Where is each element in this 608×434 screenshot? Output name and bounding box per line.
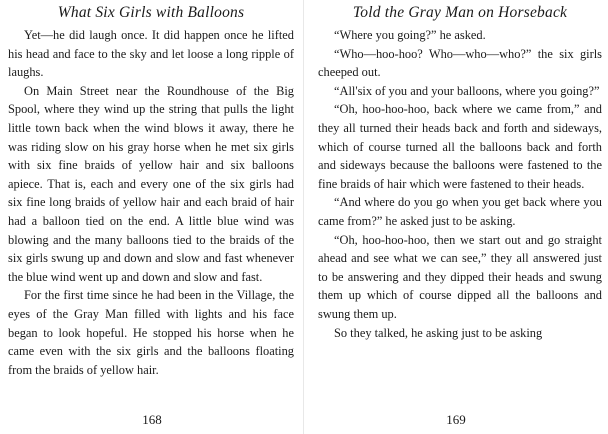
right-page bbox=[304, 0, 608, 434]
right-paragraph: “And where do you go when you get back where you came from?” he asked just to be asking. bbox=[318, 195, 602, 228]
left-paragraph: On Main Street near the Roundhouse of the Big Spool, where they wind up the string that pulls the light little town back when the wind blows it away, there he was riding slow on his gray horse when he met six girls with six fine braids of yellow hair and six balloons apiece. That is, each and every one of the six girls had six fine long braids of yellow hair and each braid of hair had a balloon tied on the end. A little blue wind was blowing and the many balloons tied to the braids of the six girls swung up and down and slow and fast whenever the blue wind went up and down and slow and fast. bbox=[8, 83, 294, 284]
right-paragraph: “Oh, hoo-hoo-hoo, then we start out and go straight ahead and see what we can see,” they all answered just to be answering and they dipped their heads and swung them up which of course dipped all the balloons and swung them up. bbox=[318, 232, 602, 321]
right-page-number: 169 bbox=[446, 412, 466, 427]
left-running-head: What Six Girls with Balloons bbox=[57, 4, 245, 21]
right-running-head: Told the Gray Man on Horseback bbox=[352, 4, 568, 21]
right-paragraph: So they talked, he asking just to be asking bbox=[334, 325, 543, 340]
right-paragraph: “All'six of you and your balloons, where you going?” bbox=[334, 83, 600, 98]
left-paragraph: Yet—he did laugh once. It did happen once he lifted his head and face to the sky and let loose a long ripple of laughs. bbox=[8, 28, 294, 80]
right-body-text bbox=[318, 26, 602, 342]
left-paragraph: For the first time since he had been in the Village, the eyes of the Gray Man filled with lights and his face began to look hopeful. He stopped his horse when he came even with the six girls and the balloons floating from the braids of yellow hair. bbox=[8, 288, 294, 377]
left-page-number: 168 bbox=[142, 412, 162, 427]
right-paragraph: “Oh, hoo-hoo-hoo, back where we came from,” and they all turned their heads back and forth and sideways, which of course turned all the balloons back and forth and sideways because the balloons were fastened to the fine braids of hair which were fastened to their heads. bbox=[318, 102, 602, 191]
right-paragraph: “Who—hoo-hoo? Who—who—who?” the six girls cheeped out. bbox=[318, 46, 602, 80]
right-paragraph: “Where you going?” he asked. bbox=[334, 28, 486, 42]
left-body-text bbox=[8, 26, 294, 379]
